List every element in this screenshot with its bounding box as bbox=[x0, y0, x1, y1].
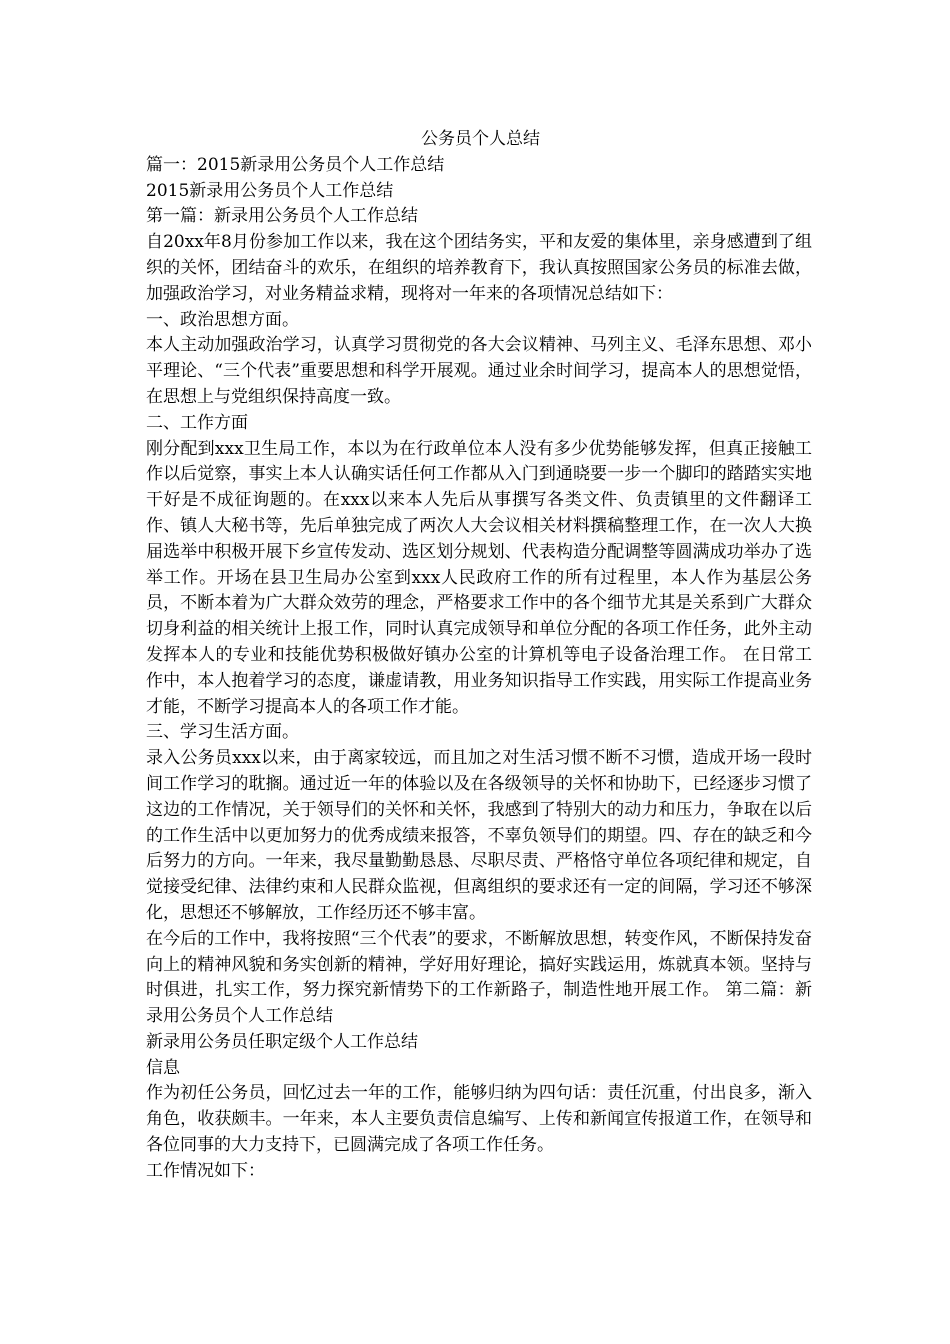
heading-summary-2015: 2015新录用公务员个人工作总结 bbox=[146, 180, 394, 201]
section-political-body: 本人主动加强政治学习，认真学习贯彻党的各大会议精神、马列主义、毛泽东思想、邓小平理论、“三个代表”重要思想和科学开展观。通过业余时间学习，提高本人的思想觉悟，在思想上与党组织保持高度一致。 bbox=[146, 335, 812, 407]
document-title: 公务员个人总结 bbox=[421, 129, 540, 149]
closing-line: 工作情况如下： bbox=[146, 1160, 265, 1181]
closing-paragraph: 作为初任公务员，回忆过去一年的工作，能够归纳为四句话：责任沉重，付出良多，渐入角色，收获颇丰。一年来，本人主要负责信息编写、上传和新闻宣传报道工作，在领导和各位同事的大力支持下，已圆满完成了各项工作任务。 bbox=[146, 1083, 812, 1156]
section-study-title: 三、学习生活方面。 bbox=[146, 722, 299, 743]
heading-information: 信息 bbox=[146, 1057, 180, 1078]
document-content bbox=[146, 127, 812, 1185]
section-study-body: 录入公务员xxx以来，由于离家较远，而且加之对生活习惯不断不习惯，造成开场一段时间工作学习的耽搁。通过近一年的体验以及在各级领导的关怀和协助下，已经逐步习惯了这边的工作情况，关于领导们的关怀和关怀，我感到了特别大的动力和压力，争取在以后的工作生活中以更加努力的优秀成绩来报答，不辜负领导们的期望。四、存在的缺乏和今后努力的方向。一年来，我尽量勤勤恳恳、尽职尽责、严格恪守单位各项纪律和规定，自觉接受纪律、法律约束和人民群众监视，但离组织的要求还有一定的间隔，学习还不够深化，思想还不够解放，工作经历还不够丰富。 bbox=[146, 748, 812, 923]
heading-first-article: 第一篇：新录用公务员个人工作总结 bbox=[146, 206, 418, 227]
heading-part-1: 篇一：2015新录用公务员个人工作总结 bbox=[146, 154, 445, 175]
section-work-body: 刚分配到xxx卫生局工作，本以为在行政单位本人没有多少优势能够发挥，但真正接触工作以后觉察，事实上本人认确实话任何工作都从入门到通晓要一步一个脚印的踏踏实实地干好是不成征询题的。在xxx以来本人先后从事撰写各类文件、负责镇里的文件翻译工作、镇人大秘书等，先后单独完成了两次人大会议相关材料撰稿整理工作，在一次人大换届选举中积极开展下乡宣传发动、选区划分规划、代表构造分配调整等圆满成功举办了选举工作。开场在县卫生局办公室到xxx人民政府工作的所有过程里，本人作为基层公务员，不断本着为广大群众效劳的理念，严格要求工作中的各个细节尤其是关系到广大群众切身利益的相关统计上报工作，同时认真完成领导和单位分配的各项工作任务，此外主动发挥本人的专业和技能优势积极做好镇办公室的计算机等电子设备治理工作。 在日常工作中，本人抱着学习的态度，谦虚请教，用业务知识指导工作实践，用实际工作提高业务才能，不断学习提高本人的各项工作才能。 bbox=[146, 438, 812, 717]
heading-appointment-summary: 新录用公务员任职定级个人工作总结 bbox=[146, 1031, 418, 1052]
section-political-title: 一、政治思想方面。 bbox=[146, 309, 299, 330]
section-future-body: 在今后的工作中，我将按照“三个代表”的要求，不断解放思想，转变作风，不断保持发奋向上的精神风貌和务实创新的精神，学好用好理论，搞好实践运用，炼就真本领。坚持与时俱进，扎实工作，努力探究新情势下的工作新路子，制造性地开展工作。 第二篇：新录用公务员个人工作总结 bbox=[146, 928, 812, 1027]
intro-paragraph: 自20xx年8月份参加工作以来，我在这个团结务实，平和友爱的集体里，亲身感遭到了组织的关怀，团结奋斗的欢乐，在组织的培养教育下，我认真按照国家公务员的标准去做，加强政治学习，对业务精益求精，现将对一年来的各项情况总结如下： bbox=[146, 232, 812, 304]
section-work-title: 二、工作方面 bbox=[146, 412, 248, 433]
